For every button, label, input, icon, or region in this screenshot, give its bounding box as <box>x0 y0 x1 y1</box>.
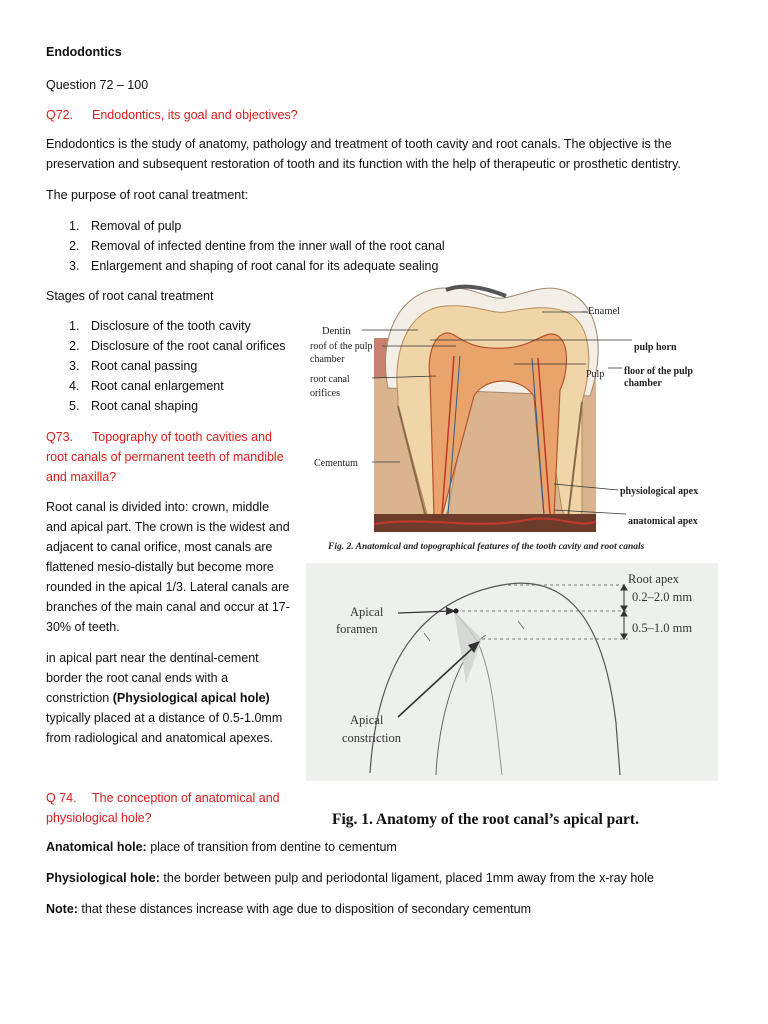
document-title: Endodontics <box>46 45 122 59</box>
label-dentin: Dentin <box>322 326 351 337</box>
anatomical-hole-definition: Anatomical hole: place of transition from dentine to cementum <box>46 840 397 854</box>
label-orifices: orifices <box>310 388 340 399</box>
label-root-canal: root canal <box>310 374 350 385</box>
apical-anatomy-figure <box>306 563 718 781</box>
label-anatomical-apex: anatomical apex <box>628 516 698 527</box>
list-item: 4. Root canal enlargement <box>69 379 224 393</box>
label-floor-2: chamber <box>624 378 662 389</box>
label-apical-foramen-2: foramen <box>336 622 378 636</box>
list-item: 2. Removal of infected dentine from the inner wall of the root canal <box>69 239 445 253</box>
list-item: 1. Disclosure of the tooth cavity <box>69 319 251 333</box>
label-enamel: Enamel <box>588 306 621 317</box>
q74-number: Q 74. <box>46 791 77 805</box>
purpose-list <box>69 216 569 276</box>
list-item: 2. Disclosure of the root canal orifices <box>69 339 286 353</box>
q72-number: Q72. <box>46 108 74 122</box>
physiological-hole-definition: Physiological hole: the border between pulp and periodontal ligament, placed 1mm away from the x-ray hole <box>46 871 654 885</box>
label-cementum: Cementum <box>314 458 358 469</box>
stages-heading: Stages of root canal treatment <box>46 289 214 303</box>
label-apical-foramen-1: Apical <box>350 605 384 619</box>
label-apical-constriction-1: Apical <box>350 713 384 727</box>
list-item: 3. Root canal passing <box>69 359 198 373</box>
q72-text: Endodontics, its goal and objectives? <box>92 108 298 122</box>
intro-line-2: preservation and subsequent restoration of tooth and its function with the help of therapeutic or prosthetic dentistry. <box>46 157 681 171</box>
list-item: 3. Enlargement and shaping of root canal for its adequate sealing <box>69 259 439 273</box>
label-physiological-apex: physiological apex <box>620 486 699 497</box>
list-item: 1. Removal of pulp <box>69 219 182 233</box>
label-floor: floor of the pulp <box>624 366 693 377</box>
purpose-heading: The purpose of root canal treatment: <box>46 188 249 202</box>
intro-line-1: Endodontics is the study of anatomy, pathology and treatment of tooth cavity and root canals. The objective is the <box>46 137 672 151</box>
tooth-anatomy-figure <box>306 278 726 556</box>
q73-number: Q73. <box>46 430 74 444</box>
stages-list <box>69 316 309 416</box>
figure-1-caption: Fig. 1. Anatomy of the root canal’s apical part. <box>332 811 639 828</box>
label-roof-2: chamber <box>310 354 345 365</box>
apical-diagram <box>306 563 718 781</box>
q73-paragraph-1: Root canal is divided into: crown, middle and apical part. The crown is the widest and adjacent to canal orifice, most canals are flattened mesio-distally but become more rounded in the apical 1/3. Lateral canals are branches of the main canal and occur at 17- 30% of teeth. <box>46 500 290 634</box>
figure-2-caption: Fig. 2. Anatomical and topographical features of the tooth cavity and root canals <box>328 542 645 552</box>
intro-paragraph <box>46 134 681 174</box>
q73-paragraph-2: in apical part near the dentinal-cement border the root canal ends with a constriction (Physiological apical hole) typically placed at a distance of 0.5-1.0mm from radiological and anatomical apexes. <box>46 651 283 745</box>
label-distance-1: 0.2–2.0 mm <box>632 590 693 604</box>
label-pulp: Pulp <box>586 369 605 380</box>
label-root-apex: Root apex <box>628 572 680 586</box>
q74-heading: Q 74. The conception of anatomical and physiological hole? <box>46 788 280 828</box>
label-apical-constriction-2: constriction <box>342 731 402 745</box>
tooth-illustration <box>306 278 726 556</box>
q72-heading <box>46 108 298 122</box>
q73-heading: Q73. Topography of tooth cavities and root canals of permanent teeth of mandible and maxilla? <box>46 427 284 487</box>
label-pulp-horn: pulp horn <box>634 342 677 353</box>
label-roof: roof of the pulp <box>310 341 373 352</box>
note: Note: that these distances increase with age due to disposition of secondary cementum <box>46 902 531 916</box>
label-distance-2: 0.5–1.0 mm <box>632 621 693 635</box>
question-range: Question 72 – 100 <box>46 78 149 92</box>
list-item: 5. Root canal shaping <box>69 399 199 413</box>
